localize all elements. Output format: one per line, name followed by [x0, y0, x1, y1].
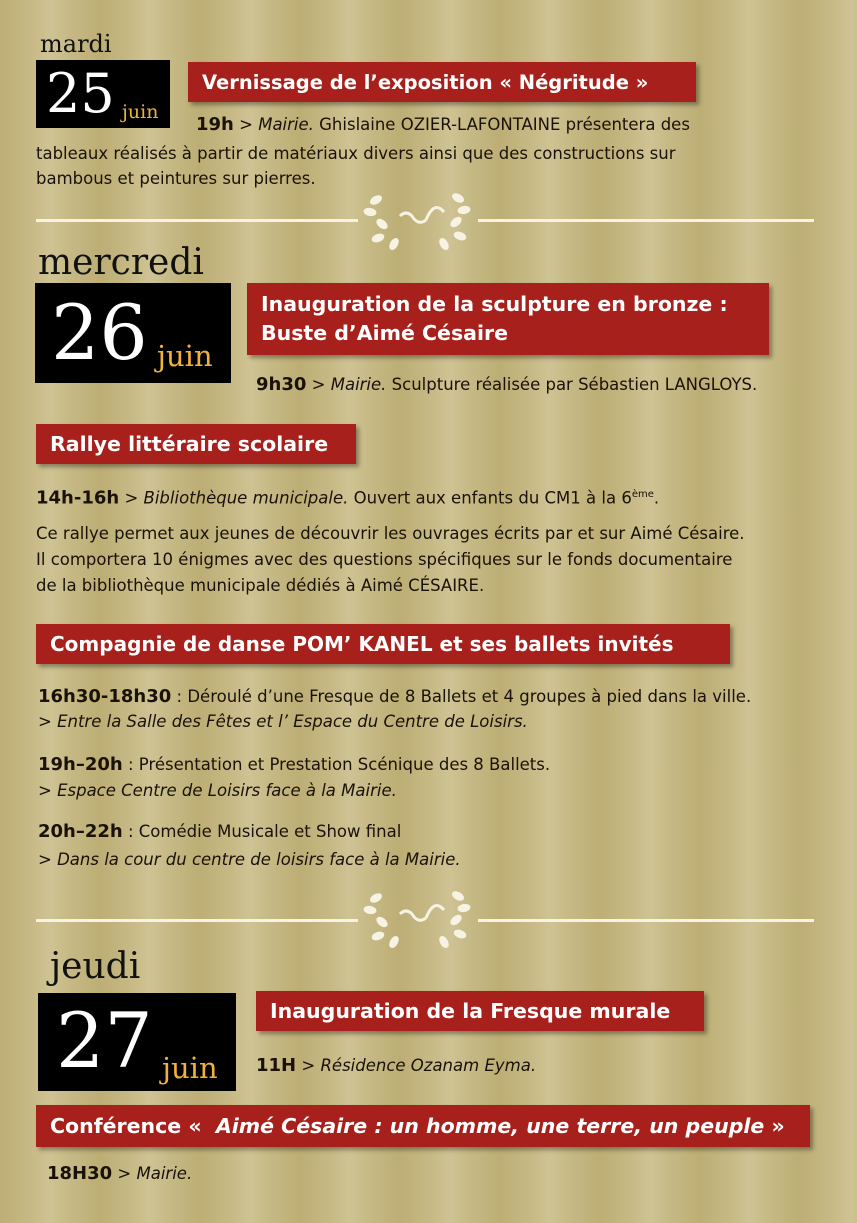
event-title-banner — [36, 1105, 810, 1147]
event-place: Mairie. — [258, 115, 314, 134]
day-number: 26 — [51, 288, 148, 377]
separator: > — [233, 115, 259, 134]
event-paragraph: Ce rallye permet aux jeunes de découvrir les ouvrages écrits par et sur Aimé Césaire. — [36, 524, 745, 543]
schedule-slot — [38, 684, 751, 709]
event-details — [256, 1053, 536, 1078]
event-title-banner — [36, 424, 356, 464]
leaf-swirl-ornament-icon — [360, 884, 476, 950]
slot-text: : Comédie Musicale et Show final — [122, 822, 402, 841]
event-time: 14h-16h — [36, 487, 120, 509]
place-prefix: > — [38, 712, 58, 731]
event-time: 18H30 — [47, 1163, 113, 1184]
place-name: Espace Centre de Loisirs face à la Mairie. — [57, 781, 397, 800]
divider-line — [36, 919, 358, 922]
place-prefix: > — [38, 850, 58, 869]
day-name: jeudi — [50, 946, 141, 987]
slot-place — [38, 778, 397, 803]
event-paragraph: Il comportera 10 énigmes avec des questions spécifiques sur le fonds documentaire — [36, 550, 733, 569]
event-title-line: Buste d’Aimé Césaire — [261, 321, 509, 345]
slot-time: 20h–22h — [38, 821, 123, 842]
place-name: Entre la Salle des Fêtes et l’ Espace du Centre de Loisirs. — [57, 712, 528, 731]
event-place: Bibliothèque municipale. — [143, 488, 349, 508]
slot-time: 16h30-18h30 — [38, 686, 172, 707]
event-title: Vernissage de l’exposition « Négritude » — [202, 70, 649, 94]
slot-place — [38, 847, 461, 872]
day-number: 25 — [46, 62, 115, 125]
event-title-banner — [36, 624, 730, 664]
leaf-swirl-ornament-icon — [360, 186, 476, 252]
event-title-banner — [256, 991, 704, 1031]
place-prefix: > — [38, 781, 58, 800]
event-title-prefix: Conférence « — [50, 1114, 216, 1138]
place-name: Dans la cour du centre de loisirs face à la Mairie. — [57, 850, 461, 869]
event-place: Résidence Ozanam Eyma. — [320, 1056, 537, 1075]
date-box — [36, 60, 170, 128]
punctuation: . — [653, 488, 660, 508]
divider-line — [478, 219, 814, 222]
slot-place — [38, 709, 528, 734]
separator: > — [119, 488, 144, 508]
date-box — [38, 993, 236, 1091]
slot-time: 19h–20h — [38, 754, 123, 775]
event-details — [256, 372, 757, 397]
slot-text: : Présentation et Prestation Scénique des 8 Ballets. — [122, 755, 551, 774]
event-details — [47, 1161, 192, 1186]
event-title-italic: Aimé Césaire : un homme, une terre, un peuple — [215, 1114, 765, 1138]
event-title-banner — [188, 62, 696, 102]
event-paragraph: de la bibliothèque municipale dédiés à Aimé CÉSAIRE. — [36, 576, 485, 595]
date-box — [35, 283, 231, 383]
divider-line — [36, 219, 358, 222]
day-number: 27 — [56, 996, 153, 1085]
event-place: Mairie. — [136, 1164, 193, 1183]
event-title-line: Inauguration de la sculpture en bronze : — [261, 292, 728, 316]
event-time: 11H — [256, 1055, 297, 1076]
event-desc: Ouvert aux enfants du CM1 à la 6 — [348, 488, 632, 508]
divider-line — [478, 919, 814, 922]
separator: > — [296, 1056, 321, 1075]
event-place: Mairie. — [330, 375, 387, 394]
event-details — [36, 482, 659, 511]
month-label: juin — [122, 101, 159, 123]
slot-text: : Déroulé d’une Fresque de 8 Ballets et 4 groupes à pied dans la ville. — [171, 687, 752, 706]
separator: > — [306, 375, 331, 394]
event-title-banner — [247, 283, 769, 355]
event-desc: Sculpture réalisée par Sébastien LANGLOYS. — [386, 375, 758, 394]
event-time: 9h30 — [256, 374, 307, 395]
schedule-slot — [38, 819, 401, 844]
event-time: 19h — [196, 114, 234, 135]
month-label: juin — [162, 1051, 218, 1085]
event-title: Rallye littéraire scolaire — [50, 432, 329, 456]
day-name: mercredi — [38, 242, 204, 283]
event-title: Inauguration de la Fresque murale — [270, 999, 671, 1023]
separator: > — [112, 1164, 137, 1183]
month-label: juin — [157, 339, 213, 373]
day-name: mardi — [40, 30, 112, 58]
event-title: Compagnie de danse POM’ KANEL et ses ballets invités — [50, 632, 674, 656]
event-details — [196, 112, 690, 137]
event-title-suffix: » — [764, 1114, 785, 1138]
event-desc: Ghislaine OZIER-LAFONTAINE présentera des — [313, 115, 690, 134]
superscript: ème — [631, 489, 654, 500]
event-desc-line: tableaux réalisés à partir de matériaux divers ainsi que des constructions sur — [36, 144, 676, 163]
event-desc-line: bambous et peintures sur pierres. — [36, 169, 316, 188]
schedule-slot — [38, 752, 550, 777]
